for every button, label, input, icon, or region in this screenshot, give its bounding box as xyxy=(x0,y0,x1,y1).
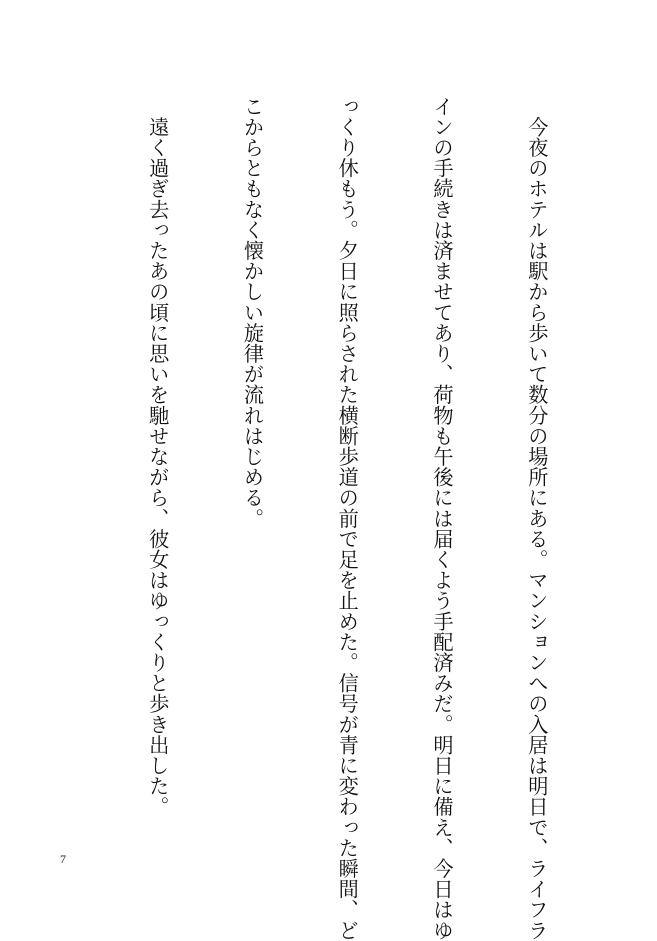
blank-line xyxy=(46,96,78,816)
text-line-1: 今夜のホテルは駅から歩いて数分の場所にある。マンションへの入居は明日で、ライフラ xyxy=(524,96,549,941)
text-line-4: こからともなく懐かしい旋律が流れはじめる。 xyxy=(240,96,265,529)
text-line-2: インの手続きは済ませてあり、荷物も午後には届くよう手配済みだ。明日に備え、今日はゆ xyxy=(430,96,455,941)
page-number: 7 xyxy=(60,852,66,866)
vertical-text-body xyxy=(0,96,615,941)
text-line-5: 遠く過ぎ去ったあの頃に思いを馳せながら、彼女はゆっくりと歩き出した。 xyxy=(145,96,170,817)
text-line-3: っくり休もう。夕日に照らされた横断歩道の前で足を止めた。信号が青に変わった瞬間、ど xyxy=(335,96,360,941)
